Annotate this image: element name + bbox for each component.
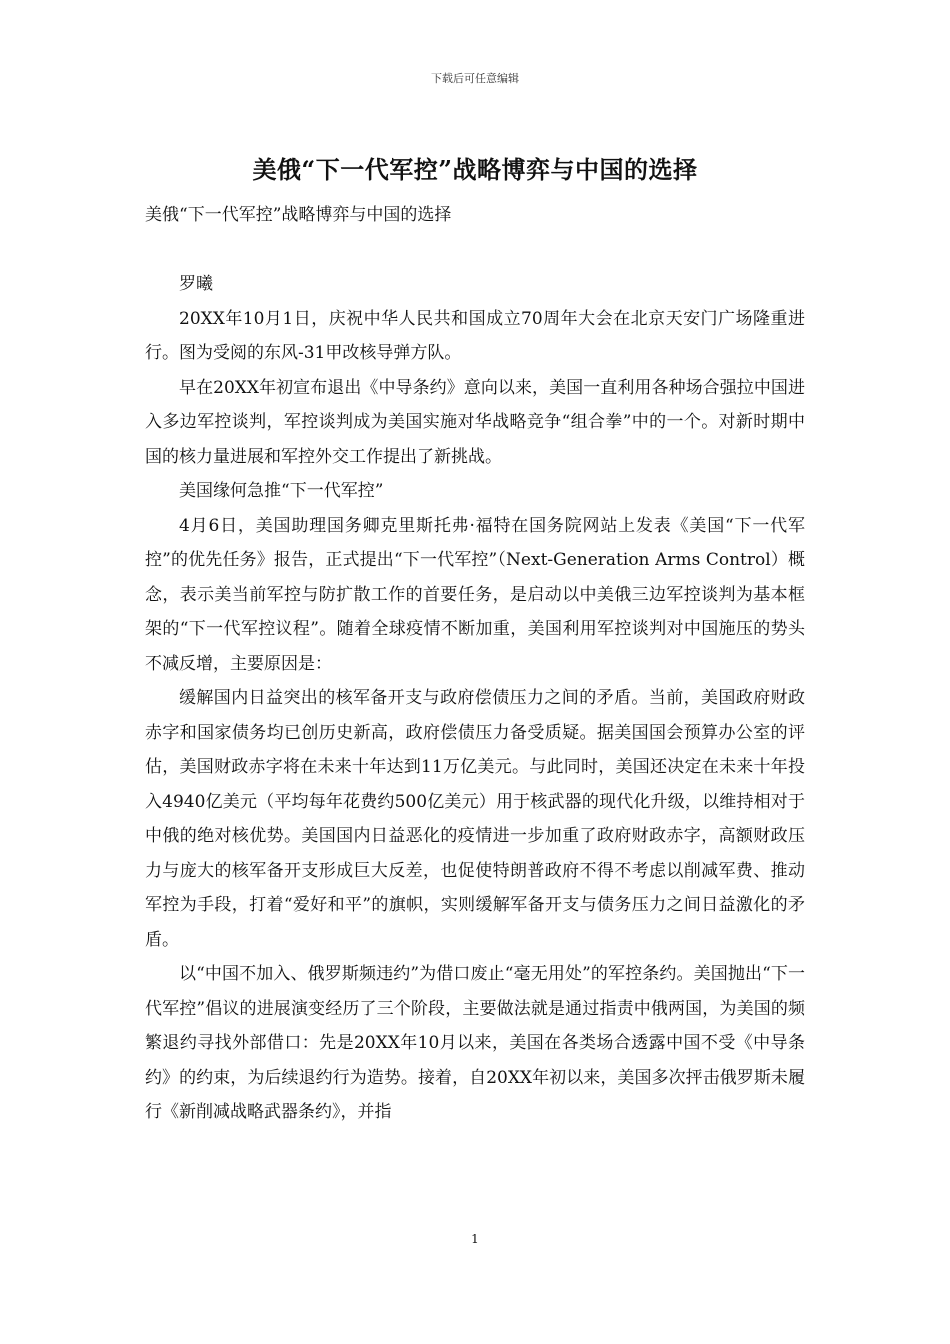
paragraph-treaty: 以“中国不加入、俄罗斯频违约”为借口废止“毫无用处”的军控条约。美国抛出“下一代军控”倡议的进展演变经历了三个阶段，主要做法就是通过指责中俄两国，为美国的频繁退约寻找外部借口：先是20XX年10月以来，美国在各类场合透露中国不受《中导条约》的约束，为后续退约行为造势。接着，自20XX年初以来，美国多次抨击俄罗斯未履行《新削减战略武器条约》，并指 — [145, 964, 805, 1122]
paragraph-photo-caption: 20XX年10月1日，庆祝中华人民共和国成立70周年大会在北京天安门广场隆重进行。图为受阅的东风-31甲改核导弹方队。 — [145, 308, 805, 363]
paragraph-fiscal: 缓解国内日益突出的核军备开支与政府偿债压力之间的矛盾。当前，美国政府财政赤字和国家债务均已创历史新高，政府偿债压力备受质疑。据美国国会预算办公室的评估，美国财政赤字将在未来十年达到11万亿美元。与此同时，美国还决定在未来十年投入4940亿美元（平均每年花费约500亿美元）用于核武器的现代化升级，以维持相对于中俄的绝对核优势。美国国内日益恶化的疫情进一步加重了政府财政赤字，高额财政压力与庞大的核军备开支形成巨大反差，也促使特朗普政府不得不考虑以削减军费、推动军控为手段，打着“爱好和平”的旗帜，实则缓解军备开支与债务压力之间日益激化的矛盾。 — [145, 688, 805, 950]
paragraph-intro: 早在20XX年初宣布退出《中导条约》意向以来，美国一直利用各种场合强拉中国进入多边军控谈判，军控谈判成为美国实施对华战略竞争“组合拳”中的一个。对新时期中国的核力量进展和军控外交工作提出了新挑战。 — [145, 377, 805, 467]
document-subtitle: 美俄“下一代军控”战略博弈与中国的选择 — [145, 205, 452, 225]
header-note: 下载后可任意编辑 — [431, 72, 519, 85]
section-heading: 美国缘何急推“下一代军控” — [179, 481, 384, 501]
author-line: 罗曦 — [179, 274, 213, 294]
page-number: 1 — [471, 1232, 479, 1246]
document-title: 美俄“下一代军控”战略博弈与中国的选择 — [252, 155, 698, 184]
paragraph-report: 4月6日，美国助理国务卿克里斯托弗·福特在国务院网站上发表《美国“下一代军控”的优先任务》报告，正式提出“下一代军控”（Next-Generation Arms Control）概念，表示美当前军控与防扩散工作的首要任务，是启动以中美俄三边军控谈判为基本框架的“下一代军控议程”。随着全球疫情不断加重，美国利用军控谈判对中国施压的势头不减反增，主要原因是： — [145, 515, 805, 674]
document-body — [145, 198, 805, 1130]
